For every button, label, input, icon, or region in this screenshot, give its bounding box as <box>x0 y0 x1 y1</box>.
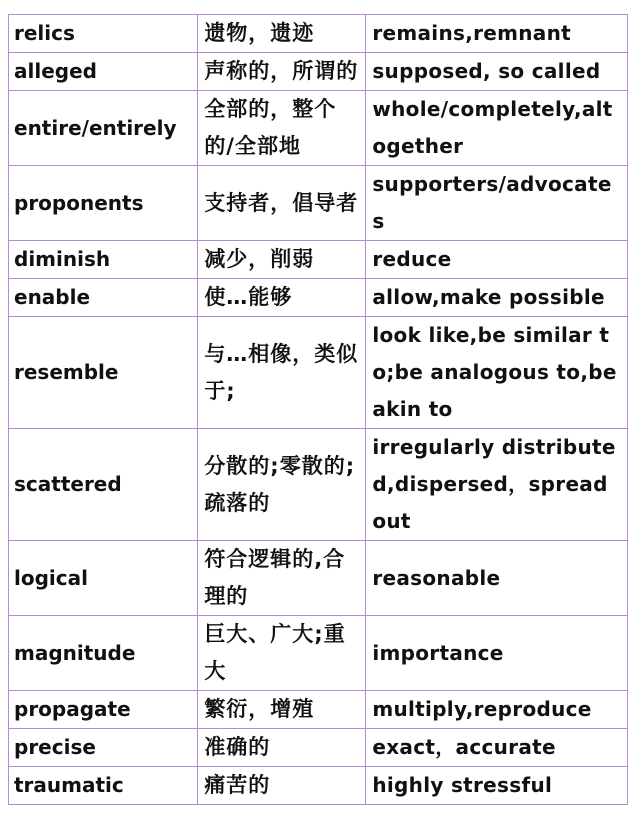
chinese-meaning-cell: 全部的，整个的/全部地 <box>198 91 366 166</box>
english-synonym-cell: irregularly distributed,dispersed，spread out <box>366 429 628 541</box>
word-cell: precise <box>9 729 198 767</box>
chinese-meaning-cell: 繁衍，增殖 <box>198 691 366 729</box>
english-synonym-cell: supposed, so called <box>366 53 628 91</box>
english-synonym-cell: whole/completely,altogether <box>366 91 628 166</box>
table-row <box>9 166 628 241</box>
english-synonym-cell: remains,remnant <box>366 15 628 53</box>
word-cell: diminish <box>9 241 198 279</box>
word-cell: enable <box>9 279 198 317</box>
english-synonym-cell: look like,be similar to;be analogous to,be akin to <box>366 317 628 429</box>
chinese-meaning-cell: 准确的 <box>198 729 366 767</box>
chinese-meaning-cell: 遗物，遗迹 <box>198 15 366 53</box>
table-row <box>9 616 628 691</box>
chinese-meaning-cell: 使…能够 <box>198 279 366 317</box>
table-row <box>9 767 628 805</box>
word-cell: logical <box>9 541 198 616</box>
word-cell: proponents <box>9 166 198 241</box>
table-row <box>9 91 628 166</box>
table-row <box>9 279 628 317</box>
chinese-meaning-cell: 减少，削弱 <box>198 241 366 279</box>
word-cell: resemble <box>9 317 198 429</box>
word-cell: propagate <box>9 691 198 729</box>
english-synonym-cell: reduce <box>366 241 628 279</box>
word-cell: magnitude <box>9 616 198 691</box>
chinese-meaning-cell: 支持者，倡导者 <box>198 166 366 241</box>
chinese-meaning-cell: 痛苦的 <box>198 767 366 805</box>
table-row <box>9 241 628 279</box>
english-synonym-cell: highly stressful <box>366 767 628 805</box>
table-row <box>9 317 628 429</box>
chinese-meaning-cell: 符合逻辑的,合理的 <box>198 541 366 616</box>
english-synonym-cell: supporters/advocates <box>366 166 628 241</box>
chinese-meaning-cell: 分散的;零散的;疏落的 <box>198 429 366 541</box>
chinese-meaning-cell: 巨大、广大;重大 <box>198 616 366 691</box>
table-row <box>9 729 628 767</box>
table-row <box>9 541 628 616</box>
english-synonym-cell: exact，accurate <box>366 729 628 767</box>
english-synonym-cell: importance <box>366 616 628 691</box>
word-cell: scattered <box>9 429 198 541</box>
table-row <box>9 429 628 541</box>
word-cell: traumatic <box>9 767 198 805</box>
chinese-meaning-cell: 声称的，所谓的 <box>198 53 366 91</box>
table-row <box>9 691 628 729</box>
vocabulary-table-body <box>9 15 628 805</box>
word-cell: alleged <box>9 53 198 91</box>
table-row <box>9 53 628 91</box>
word-cell: relics <box>9 15 198 53</box>
chinese-meaning-cell: 与…相像，类似于; <box>198 317 366 429</box>
english-synonym-cell: reasonable <box>366 541 628 616</box>
english-synonym-cell: allow,make possible <box>366 279 628 317</box>
english-synonym-cell: multiply,reproduce <box>366 691 628 729</box>
word-cell: entire/entirely <box>9 91 198 166</box>
vocabulary-table <box>8 14 628 805</box>
table-row <box>9 15 628 53</box>
